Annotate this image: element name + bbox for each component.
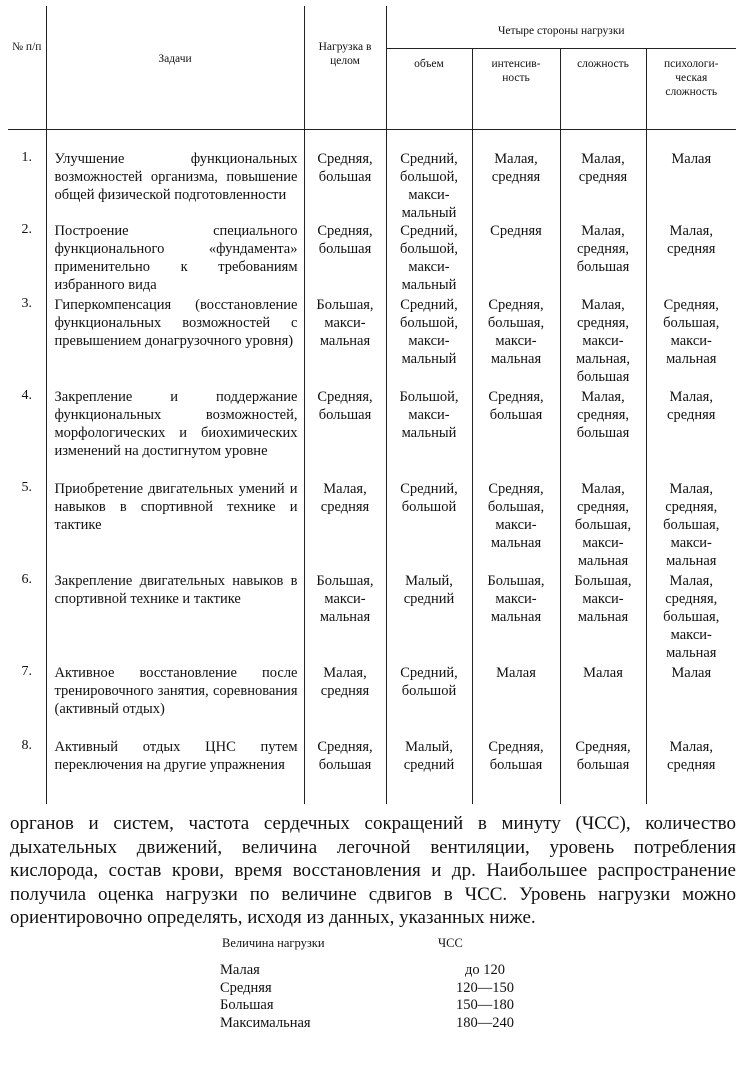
row-load-total: Средняя, большая	[304, 222, 386, 296]
header-tasks: Задачи	[46, 6, 304, 130]
row-intensity: Малая, средняя	[472, 150, 560, 222]
row-psych: Малая, средняя	[646, 222, 736, 296]
row-task: Улучшение функциональных возможностей организма, повышение общей физической подготовленности	[46, 150, 304, 222]
row-number: 1.	[21, 149, 32, 165]
table-row	[220, 962, 540, 980]
row-complexity: Большая, макси-мальная	[560, 572, 646, 664]
row-volume: Средний, большой, макси-мальный	[386, 222, 472, 296]
row-complexity: Малая, средняя, большая	[560, 388, 646, 480]
row-volume: Малый, средний	[386, 738, 472, 804]
row-task: Построение специального функционального «фундамента» применительно к требованиям избранного вида	[46, 222, 304, 296]
header-volume: объем	[386, 49, 472, 130]
row-load-total: Средняя, большая	[304, 388, 386, 480]
row-complexity: Малая, средняя, макси-мальная, большая	[560, 296, 646, 388]
table-row	[8, 150, 736, 222]
table-row	[8, 296, 736, 388]
row-complexity: Малая, средняя	[560, 150, 646, 222]
load-level: Средняя	[220, 979, 272, 996]
row-number: 5.	[21, 479, 32, 495]
load-level: Малая	[220, 962, 260, 978]
row-volume: Средний, большой	[386, 480, 472, 572]
table-row	[8, 572, 736, 664]
body-paragraph	[10, 812, 736, 930]
row-task: Активное восстановление после тренировочного занятия, соревнования (активный отдых)	[46, 664, 304, 738]
row-intensity: Средняя, большая	[472, 388, 560, 480]
header-intensity: интенсив-ность	[472, 49, 560, 130]
row-volume: Малый, средний	[386, 572, 472, 664]
row-task: Закрепление и поддержание функциональных возможностей, морфологических и биохимических изменений на достигнутом уровне	[46, 388, 304, 480]
row-complexity: Средняя, большая	[560, 738, 646, 804]
header-num: № п/п	[8, 6, 46, 130]
table-row	[8, 388, 736, 480]
row-task: Закрепление двигательных навыков в спортивной технике и тактике	[46, 572, 304, 664]
row-load-total: Малая, средняя	[304, 480, 386, 572]
table-row	[220, 980, 540, 998]
table-row	[8, 664, 736, 738]
table-row	[220, 997, 540, 1015]
row-volume: Большой, макси-мальный	[386, 388, 472, 480]
header-four-sides: Четыре стороны нагрузки	[386, 6, 736, 49]
row-task: Активный отдых ЦНС путем переключения на другие упражнения	[46, 738, 304, 804]
row-number: 7.	[21, 663, 32, 679]
row-psych: Малая	[646, 664, 736, 738]
row-psych: Малая	[646, 150, 736, 222]
paragraph-text: органов и систем, частота сердечных сокращений в минуту (ЧСС), количество дыхательных движений, величина легочной вентиляции, уровень потребления кислорода, состав крови, время восстановления и др. Наибольшее распространение получила оценка нагрузки по величине сдвигов в ЧСС. Уровень нагрузки можно ориентировочно определять, исходя из данных, указанных ниже.	[10, 813, 736, 928]
row-intensity: Большая, макси-мальная	[472, 572, 560, 664]
row-number: 4.	[21, 387, 32, 403]
row-psych: Средняя, большая, макси-мальная	[646, 296, 736, 388]
header-psych: психологи-ческая сложность	[646, 49, 736, 130]
table-row	[8, 480, 736, 572]
table-row	[8, 738, 736, 804]
row-load-total: Малая, средняя	[304, 664, 386, 738]
heart-rate-table	[220, 962, 540, 1032]
row-psych: Малая, средняя	[646, 388, 736, 480]
hr-range: 180—240	[456, 1014, 514, 1031]
table-row	[220, 1015, 540, 1033]
row-task: Приобретение двигательных умений и навыков в спортивной технике и тактике	[46, 480, 304, 572]
load-tasks-table	[8, 6, 736, 804]
row-intensity: Малая	[472, 664, 560, 738]
row-intensity: Средняя	[472, 222, 560, 296]
row-task: Гиперкомпенсация (восстановление функциональных возможностей с превышением донагрузочного уровня)	[46, 296, 304, 388]
row-intensity: Средняя, большая	[472, 738, 560, 804]
hr-range: 150—180	[456, 997, 514, 1013]
row-intensity: Средняя, большая, макси-мальная	[472, 480, 560, 572]
row-load-total: Средняя, большая	[304, 150, 386, 222]
row-volume: Средний, большой	[386, 664, 472, 738]
header-load-total: Нагрузка в целом	[304, 6, 386, 130]
row-volume: Средний, большой, макси-мальный	[386, 296, 472, 388]
row-number: 8.	[21, 737, 32, 753]
row-number: 3.	[21, 295, 32, 311]
row-complexity: Малая, средняя, большая, макси-мальная	[560, 480, 646, 572]
table-row	[8, 222, 736, 296]
hr-table-header-load: Величина нагрузки	[222, 936, 325, 950]
hr-range: до 120	[464, 962, 505, 978]
hr-range: 120—150	[456, 979, 514, 996]
load-level: Максимальная	[220, 1014, 311, 1031]
row-load-total: Большая, макси-мальная	[304, 572, 386, 664]
hr-table-header-hr: ЧСС	[438, 936, 463, 950]
row-number: 6.	[21, 571, 32, 587]
row-complexity: Малая	[560, 664, 646, 738]
row-psych: Малая, средняя	[646, 738, 736, 804]
row-complexity: Малая, средняя, большая	[560, 222, 646, 296]
row-volume: Средний, большой, макси-мальный	[386, 150, 472, 222]
header-complexity: сложность	[560, 49, 646, 130]
row-psych: Малая, средняя, большая, макси-мальная	[646, 572, 736, 664]
row-intensity: Средняя, большая, макси-мальная	[472, 296, 560, 388]
load-level: Большая	[220, 997, 274, 1013]
row-psych: Малая, средняя, большая, макси-мальная	[646, 480, 736, 572]
row-load-total: Средняя, большая	[304, 738, 386, 804]
row-load-total: Большая, макси-мальная	[304, 296, 386, 388]
row-number: 2.	[21, 221, 32, 237]
